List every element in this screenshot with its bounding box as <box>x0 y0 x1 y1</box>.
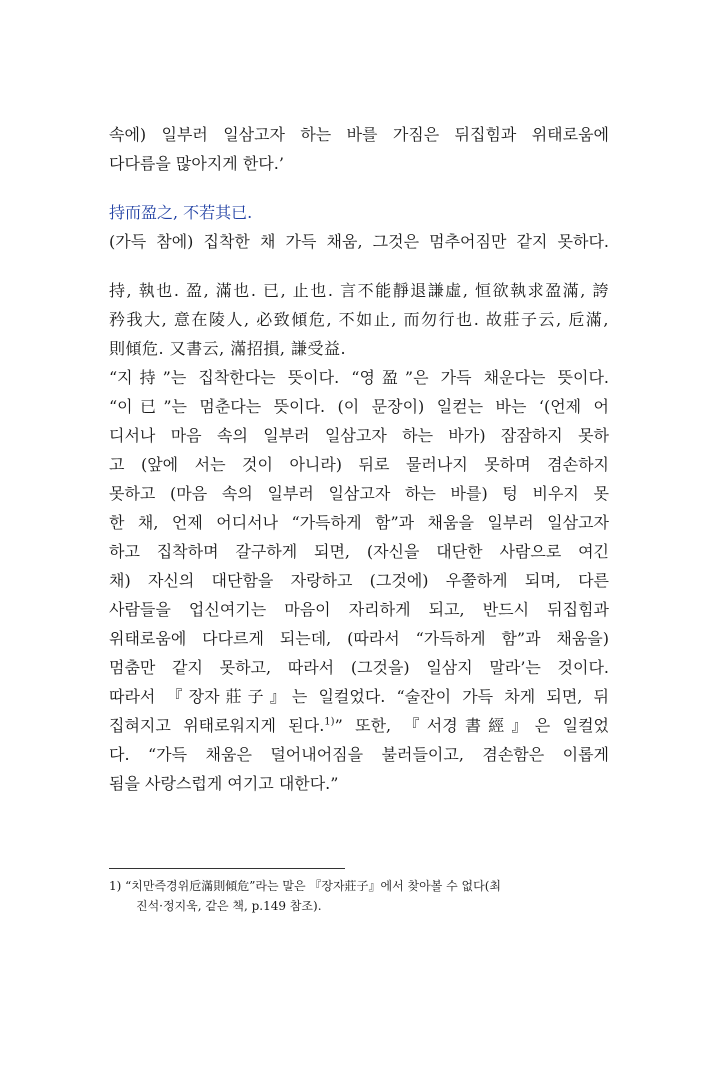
explanation-paragraph <box>109 363 609 798</box>
spacer <box>109 178 609 198</box>
text-line: “지持”는 집착한다는 뜻이다. “영盈”은 가득 채운다는 뜻이다. <box>109 368 609 387</box>
text-line: 채) 자신의 대단함을 자랑하고 (그것에) 우쭐하게 되며, 다른 <box>109 571 609 590</box>
text-line: “이已”는 멈춘다는 뜻이다. (이 문장이) 일컫는 바는 ‘(언제 어 <box>109 397 609 416</box>
text-run: ” 또한, 『서경書經』은 일컬었 <box>334 716 609 735</box>
verse-block <box>109 198 609 256</box>
text-line: 따라서 『장자莊子』는 일컬었다. “술잔이 가득 차게 되면, 뒤 <box>109 687 609 706</box>
text-line: 속에) 일부러 일삼고자 하는 바를 가짐은 뒤집힘과 위태로움에 <box>109 125 609 144</box>
text-line: 矜我大, 意在陵人, 必致傾危, 不如止, 而勿行也. 故莊子云, 卮滿, <box>109 310 609 329</box>
document-body <box>109 120 609 798</box>
spacer <box>109 256 609 276</box>
text-line: 다다름을 많아지게 한다.’ <box>109 154 284 173</box>
text-line: 持, 執也. 盈, 滿也. 已, 止也. 言不能靜退謙虛, 恒欲執求盈滿, 誇 <box>109 281 609 300</box>
text-line: 고 (앞에 서는 것이 아니라) 뒤로 물러나지 못하며 겸손하지 <box>109 455 609 474</box>
text-line: 위태로움에 다다르게 되는데, (따라서 “가득하게 함”과 채움을) <box>109 629 609 648</box>
text-line: 디서나 마음 속의 일부러 일삼고자 하는 바가) 잠잠하지 못하 <box>109 426 609 445</box>
text-line: 하고 집착하며 갈구하게 되면, (자신을 대단한 사람으로 여긴 <box>109 542 609 561</box>
commentary-paragraph <box>109 276 609 363</box>
verse-translation: (가득 참에) 집착한 채 가득 채움, 그것은 멈추어짐만 같지 못하다. <box>109 232 609 251</box>
text-line: 한 채, 언제 어디서나 “가득하게 함”과 채움을 일부러 일삼고자 <box>109 513 609 532</box>
footnote-line: 진석·정지욱, 같은 책, p.149 참조). <box>136 899 322 913</box>
intro-paragraph <box>109 120 609 178</box>
text-line: 됨을 사랑스럽게 여기고 대한다.” <box>109 774 339 793</box>
footnote-divider <box>109 868 345 869</box>
text-line: 則傾危. 又書云, 滿招損, 謙受益. <box>109 339 347 358</box>
text-line: 다. “가득 채움은 덜어내어짐을 불러들이고, 겸손함은 이롭게 <box>109 745 609 764</box>
text-run: 집혀지고 위태로워지게 된다. <box>109 716 325 735</box>
verse-original: 持而盈之, 不若其已. <box>109 203 253 222</box>
footnote <box>109 876 609 916</box>
footnote-line: 1) “치만즉경위卮滿則傾危”라는 말은 『장자莊子』에서 찾아볼 수 없다(최 <box>109 879 501 893</box>
text-line: 사람들을 업신여기는 마음이 자리하게 되고, 반드시 뒤집힘과 <box>109 600 609 619</box>
text-line: 못하고 (마음 속의 일부러 일삼고자 하는 바를) 텅 비우지 못 <box>109 484 609 503</box>
text-line <box>109 711 609 740</box>
text-line: 멈춤만 같지 못하고, 따라서 (그것을) 일삼지 말라’는 것이다. <box>109 658 609 677</box>
footnote-marker[interactable]: 1) <box>324 716 335 728</box>
